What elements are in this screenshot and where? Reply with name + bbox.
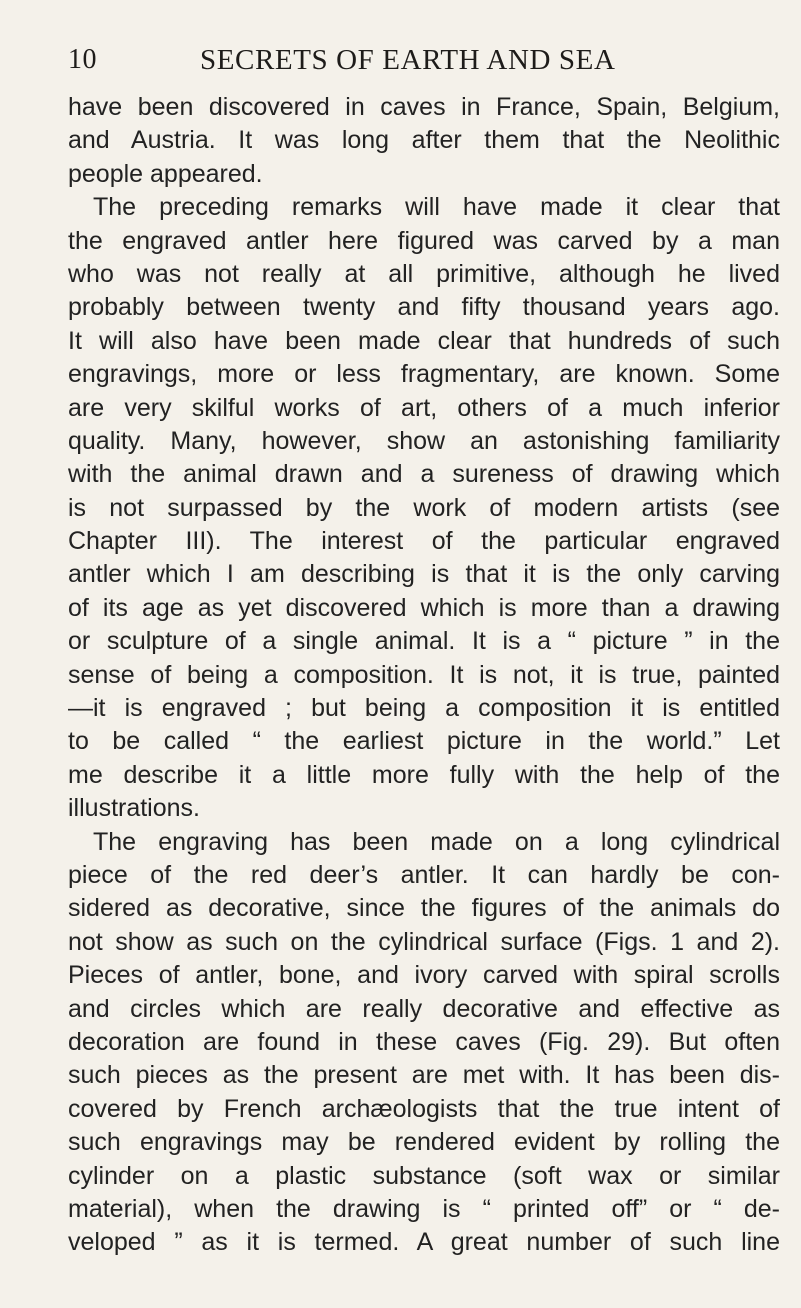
text-line: or sculpture of a single animal. It is a “ picture ” in the	[68, 627, 780, 656]
body-text	[68, 91, 780, 1260]
text-line: and circles which are really decorative and effective as	[68, 994, 780, 1023]
text-line: such engravings may be rendered evident by rolling the	[68, 1128, 780, 1157]
page-header	[68, 40, 780, 80]
text-line: piece of the red deer’s antler. It can hardly be con-	[68, 860, 780, 889]
text-line: and Austria. It was long after them that the Neolithic	[68, 126, 780, 155]
text-line: Chapter III). The interest of the particular engraved	[68, 527, 780, 556]
text-line: sense of being a composition. It is not, it is true, painted	[68, 660, 780, 689]
text-line: sidered as decorative, since the figures of the animals do	[68, 894, 780, 923]
text-line: The engraving has been made on a long cylindrical	[93, 827, 780, 856]
text-line: engravings, more or less fragmentary, are known. Some	[68, 360, 780, 389]
text-line: material), when the drawing is “ printed off” or “ de-	[68, 1194, 780, 1223]
text-line: The preceding remarks will have made it clear that	[93, 193, 780, 222]
text-line: It will also have been made clear that hundreds of such	[68, 326, 780, 355]
text-line: of its age as yet discovered which is more than a drawing	[68, 593, 780, 622]
text-line: are very skilful works of art, others of a much inferior	[68, 393, 780, 422]
text-line: Pieces of antler, bone, and ivory carved with spiral scrolls	[68, 961, 780, 990]
text-line: covered by French archæologists that the true intent of	[68, 1094, 780, 1123]
text-line: decoration are found in these caves (Fig. 29). But often	[68, 1027, 780, 1056]
text-line: illustrations.	[68, 794, 200, 823]
text-line: such pieces as the present are met with. It has been dis-	[68, 1061, 780, 1090]
text-line: to be called “ the earliest picture in the world.” Let	[68, 727, 780, 756]
text-line: cylinder on a plastic substance (soft wax or similar	[68, 1161, 780, 1190]
text-line: me describe it a little more fully with the help of the	[68, 760, 780, 789]
text-line: probably between twenty and fifty thousand years ago.	[68, 293, 780, 322]
text-line: who was not really at all primitive, although he lived	[68, 259, 780, 288]
text-line: have been discovered in caves in France, Spain, Belgium,	[68, 93, 780, 121]
text-line: is not surpassed by the work of modern artists (see	[68, 493, 780, 522]
page-number: 10	[68, 44, 97, 75]
text-line: quality. Many, however, show an astonishing familiarity	[68, 426, 780, 455]
text-line: veloped ” as it is termed. A great number of such line	[68, 1228, 780, 1257]
running-title: SECRETS OF EARTH AND SEA	[200, 44, 616, 76]
text-line: antler which I am describing is that it is the only carving	[68, 560, 780, 589]
text-line: with the animal drawn and a sureness of drawing which	[68, 460, 780, 489]
text-line: the engraved antler here figured was carved by a man	[68, 226, 780, 255]
text-line: people appeared.	[68, 159, 263, 188]
text-line: —it is engraved ; but being a composition it is entitled	[68, 694, 780, 723]
text-line: not show as such on the cylindrical surface (Figs. 1 and 2).	[68, 927, 780, 956]
